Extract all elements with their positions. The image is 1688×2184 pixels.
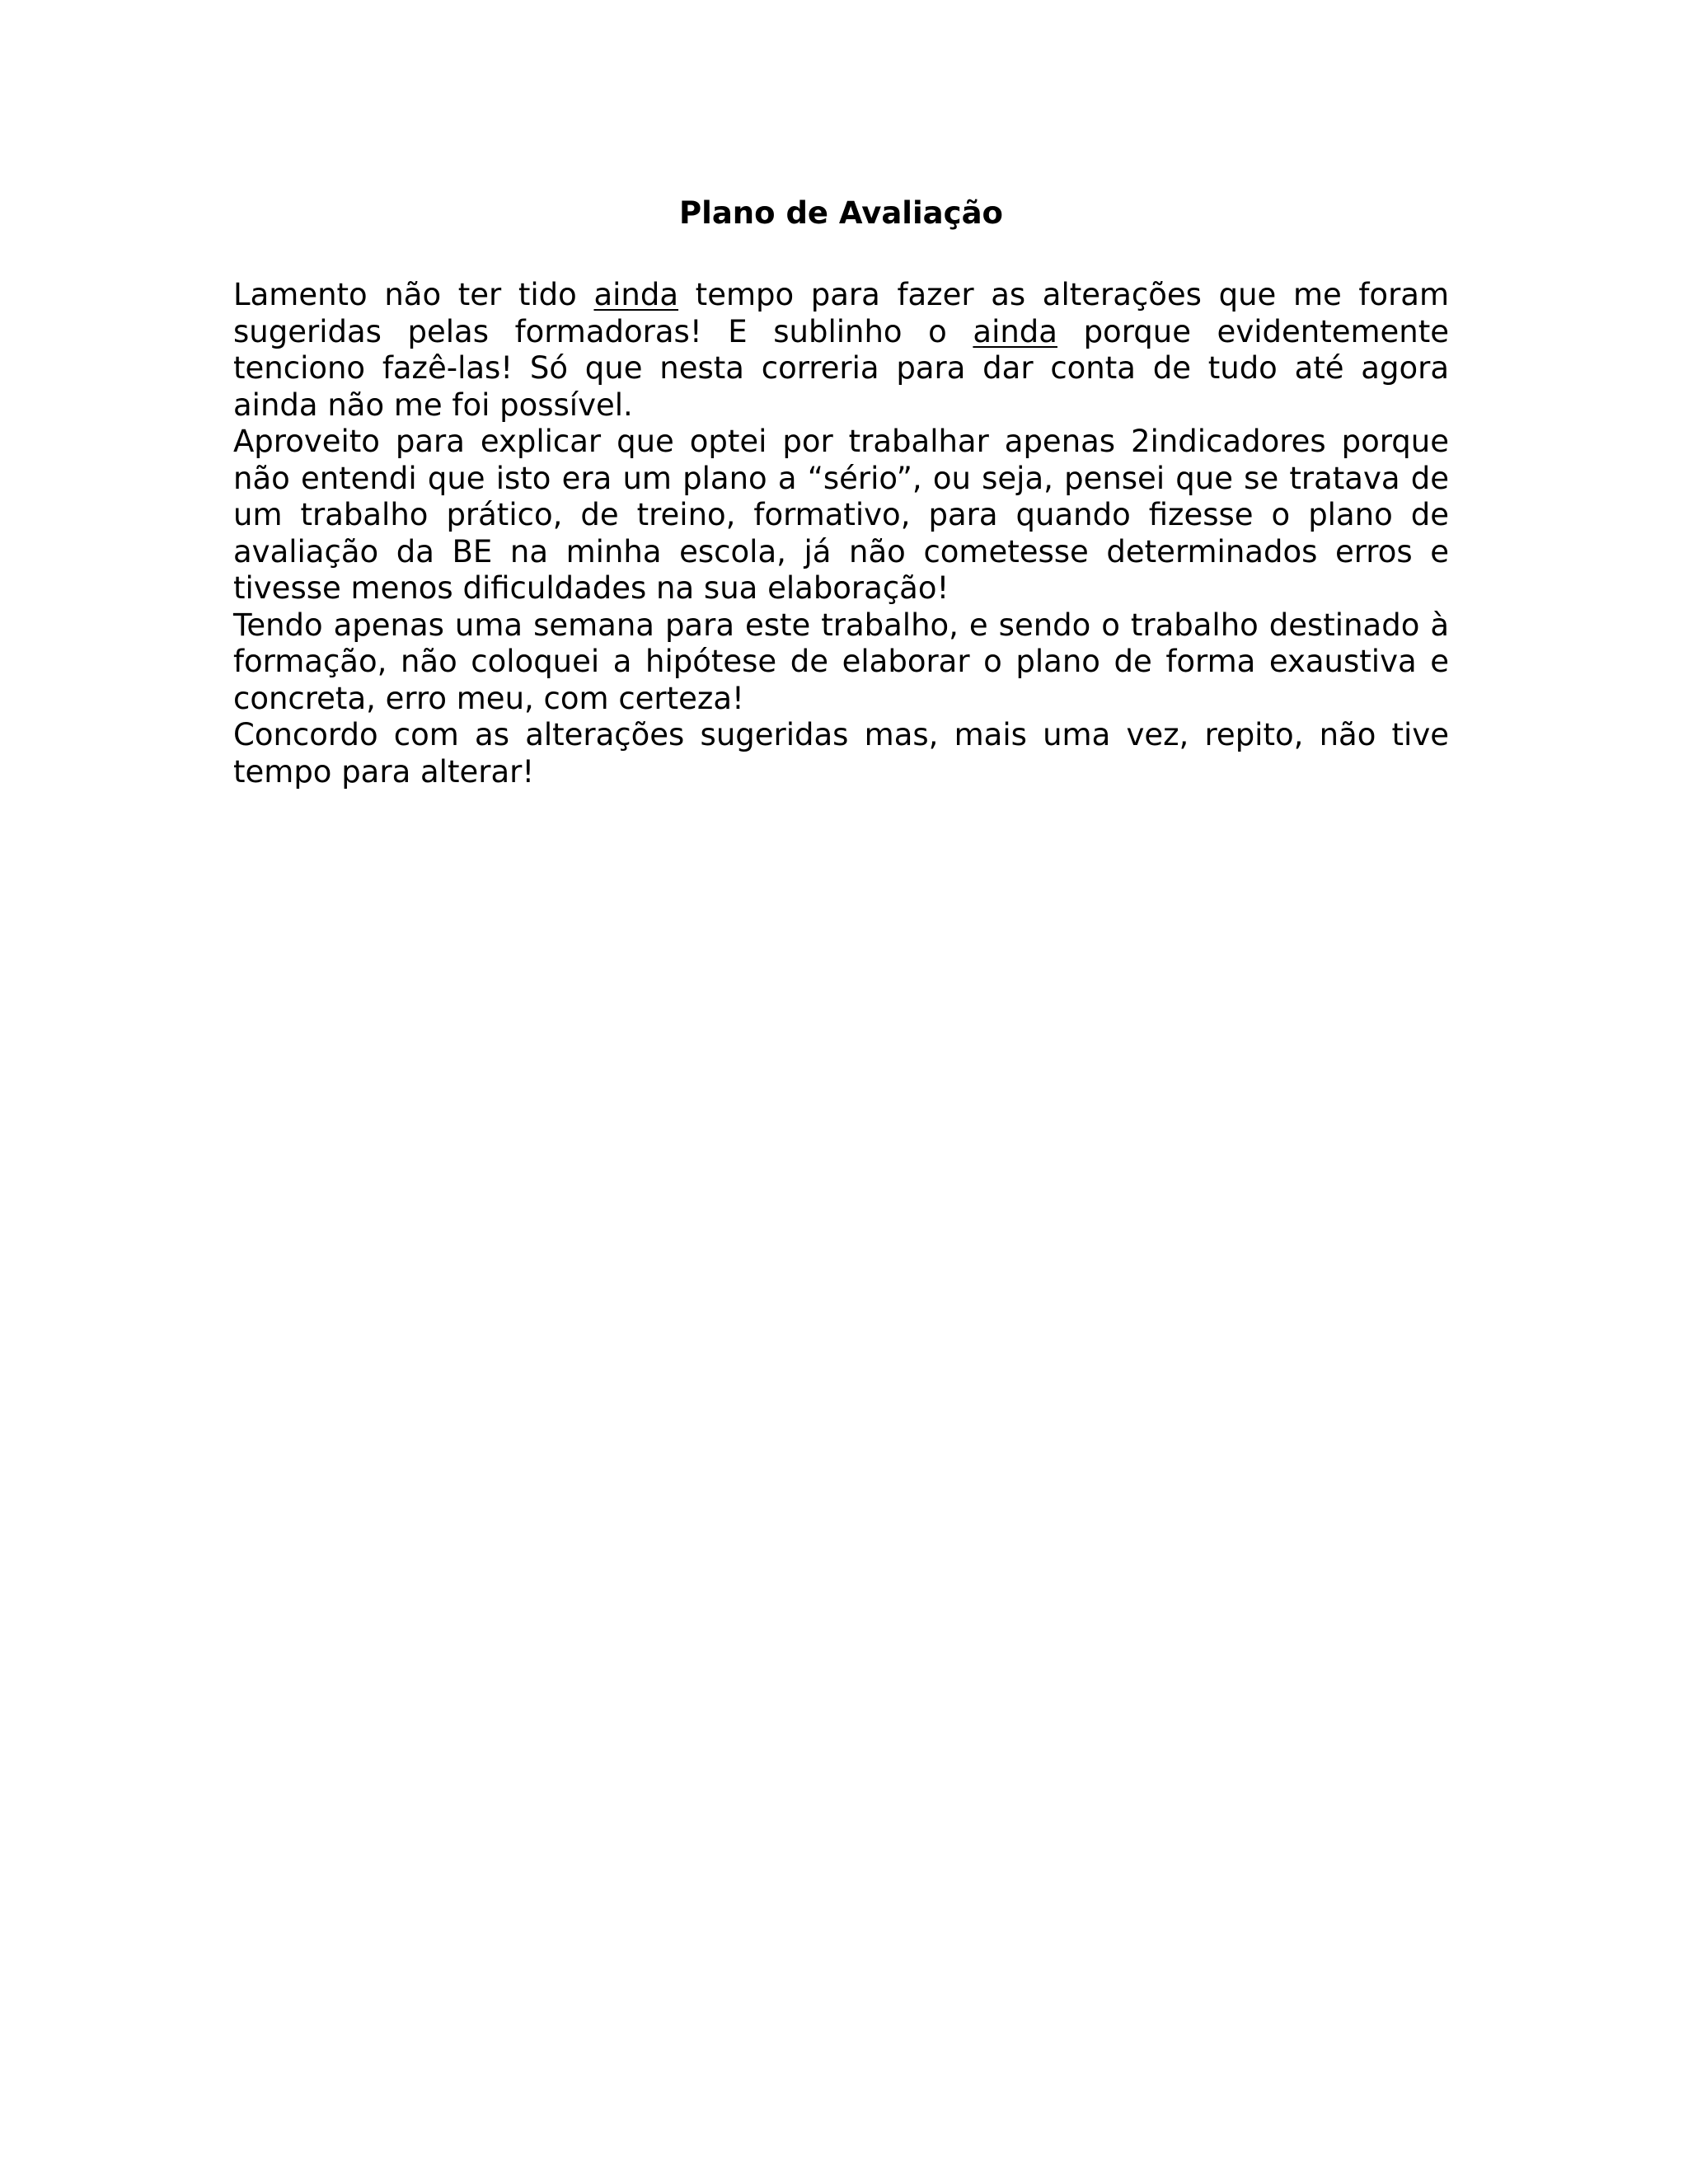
paragraph-1-text-b: tempo para fazer as alterações que me foram sugeridas pelas formadoras! E sublinho o — [233, 277, 1449, 349]
paragraph-3: Tendo apenas uma semana para este trabalho, e sendo o trabalho destinado à formação, não coloquei a hipótese de elaborar o plano de forma exaustiva e concreta, erro meu, com certeza! — [233, 607, 1449, 716]
paragraph-4: Concordo com as alterações sugeridas mas, mais uma vez, repito, não tive tempo para alterar! — [233, 717, 1449, 790]
paragraph-1 — [233, 277, 1449, 424]
paragraph-1-text-a: Lamento não ter tido — [233, 277, 594, 312]
document-body — [233, 186, 1449, 790]
document-title: Plano de Avaliação — [679, 195, 1003, 231]
paragraph-1-text-c: porque evidentemente tenciono fazê-las! Só que nesta correria para dar conta de tudo até agora ainda não me foi possível. — [233, 313, 1449, 423]
underlined-word-ainda-2: ainda — [973, 313, 1057, 349]
underlined-word-ainda: ainda — [593, 277, 679, 312]
paragraph-2: Aproveito para explicar que optei por trabalhar apenas 2indicadores porque não entendi que isto era um plano a “sério”, ou seja, pensei que se tratava de um trabalho prático, de treino, formativo, para quando fizesse o plano de avaliação da BE na minha escola, já não cometesse determinados erros e tivesse menos dificuldades na sua elaboração! — [233, 424, 1449, 606]
